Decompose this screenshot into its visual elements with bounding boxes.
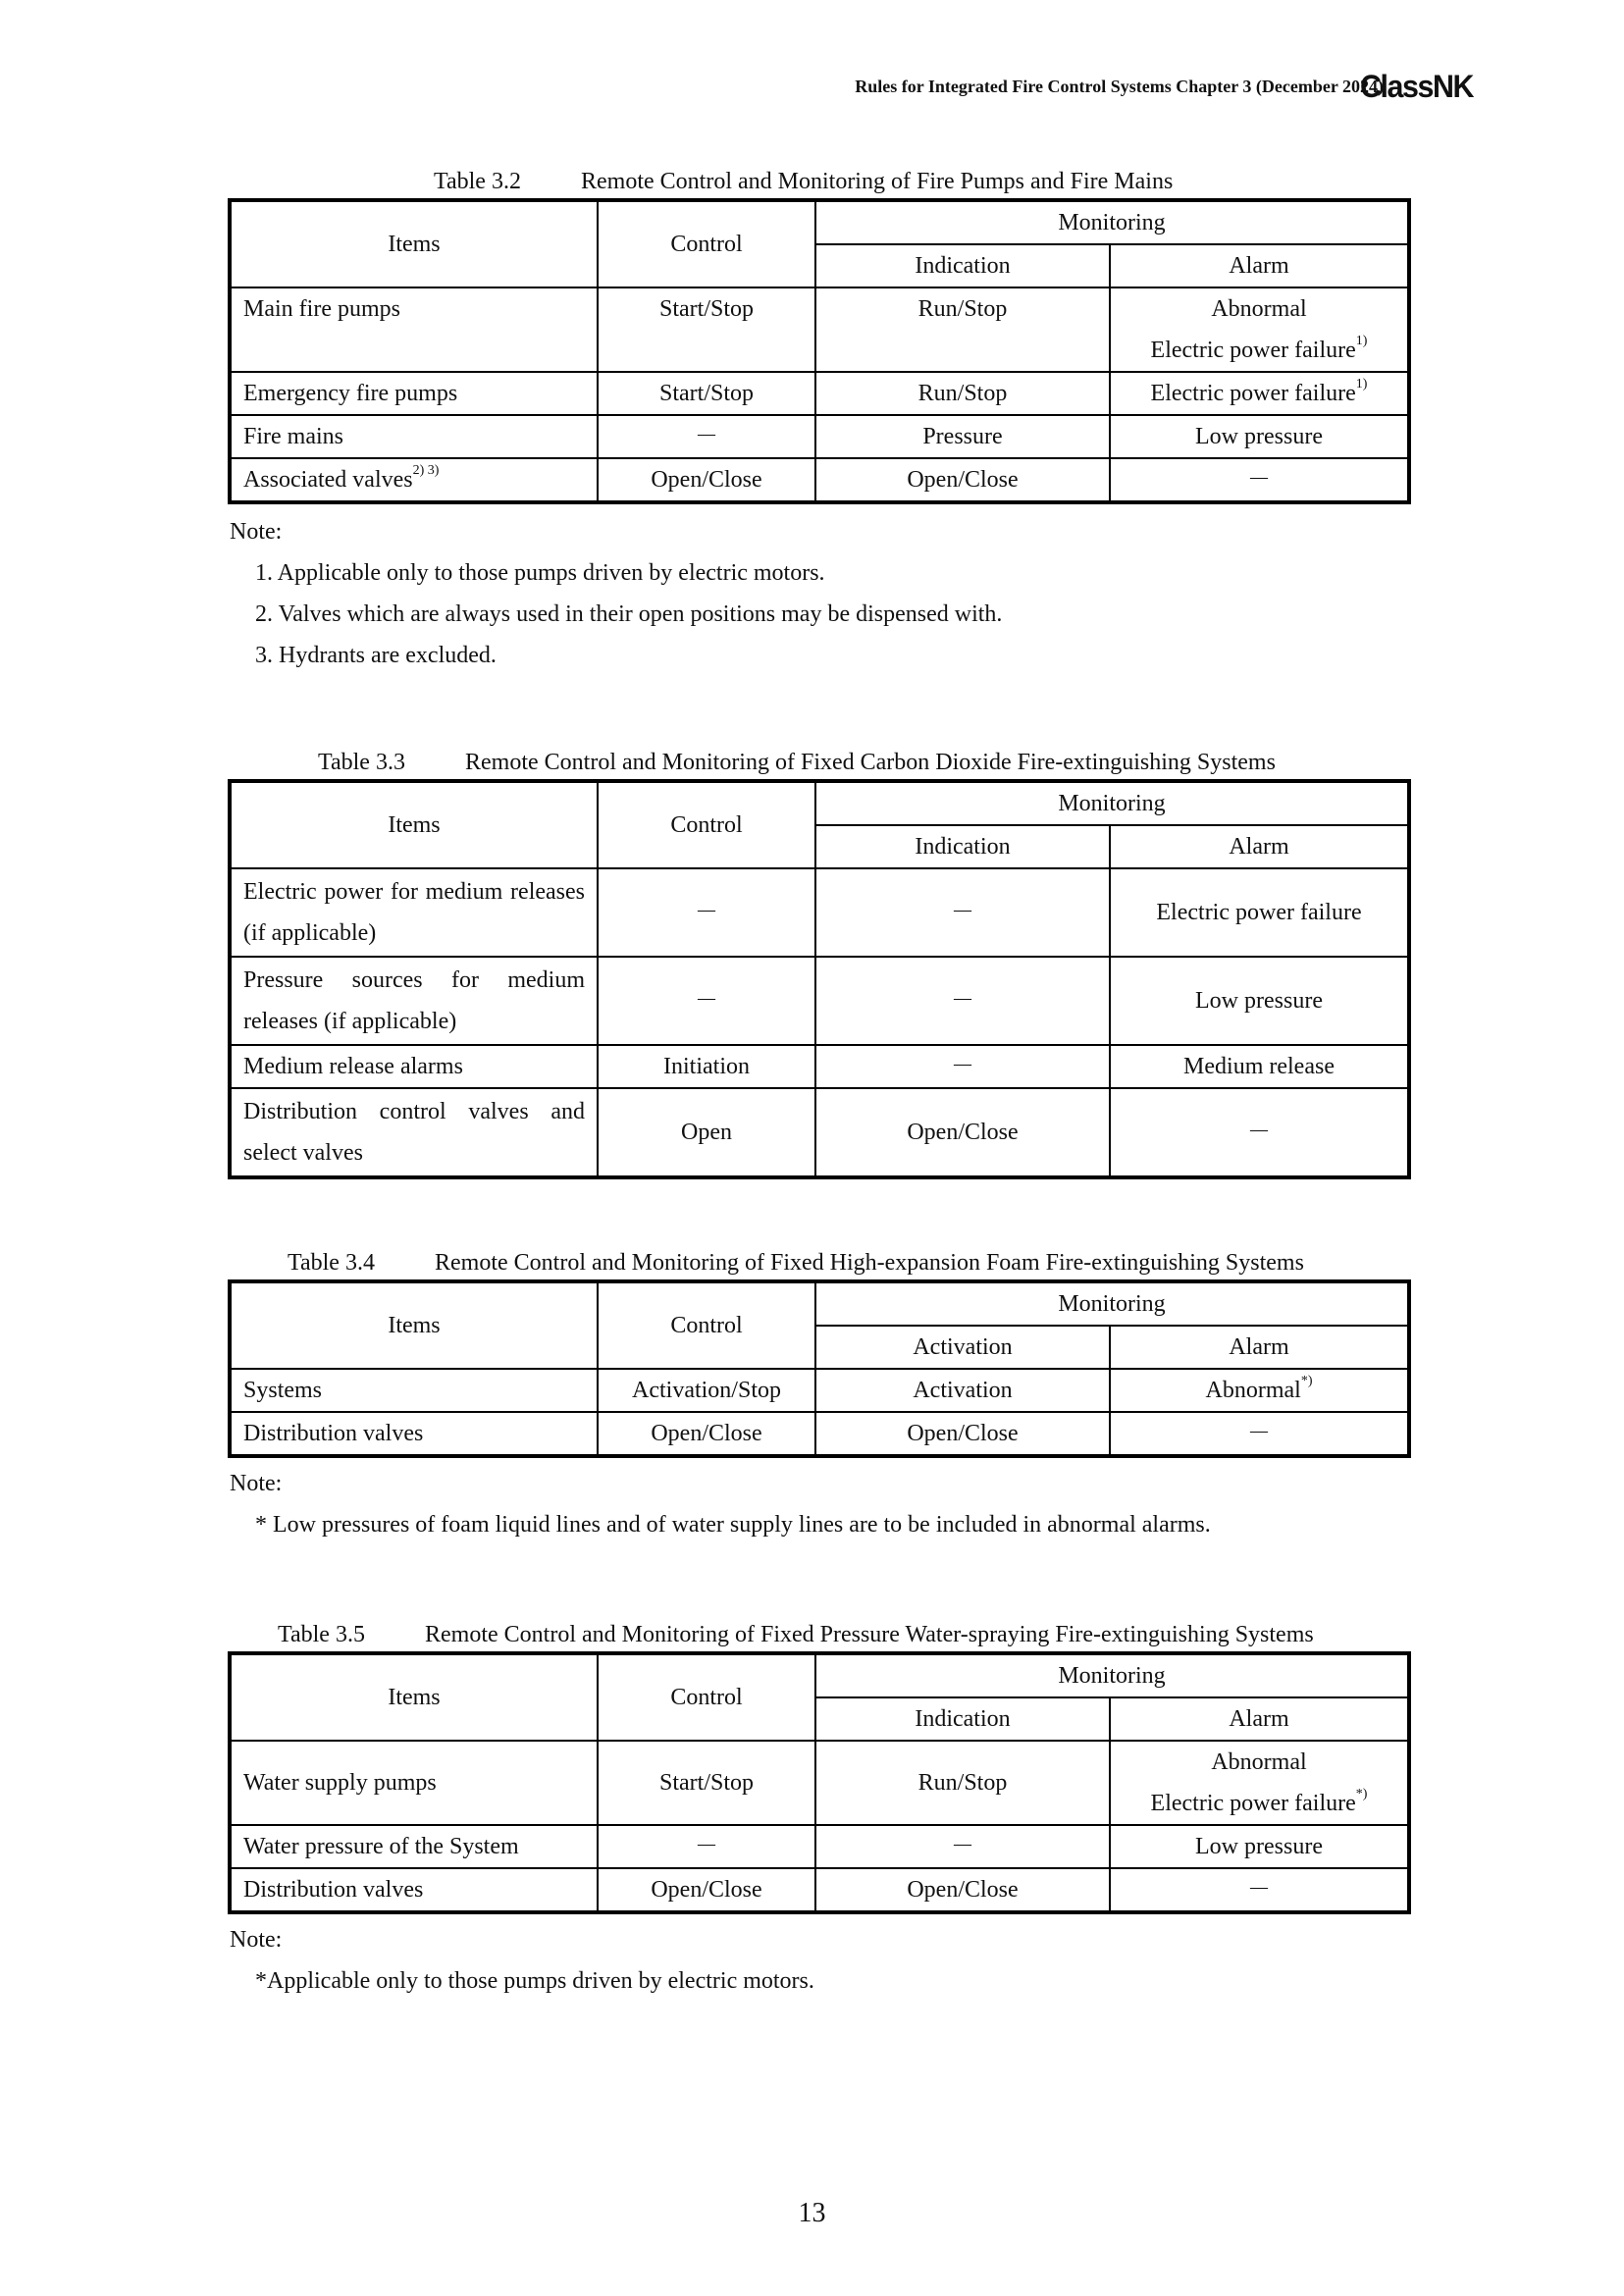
footnote-ref: 1) — [1355, 334, 1368, 348]
alarm-text: Electric power failure — [1150, 338, 1356, 363]
note-item: * Low pressures of foam liquid lines and of water supply lines are to be included in abnormal alarms. — [255, 1512, 1211, 1538]
table-3-5 — [228, 1651, 1411, 1914]
table-row — [230, 1369, 1409, 1412]
cell-indication: Run/Stop — [815, 1741, 1110, 1825]
running-header: Rules for Integrated Fire Control Systems Chapter 3 (December 2024) — [855, 77, 1384, 96]
header-monitoring: Monitoring — [815, 1281, 1409, 1326]
table-row — [230, 1088, 1409, 1177]
table-title: Remote Control and Monitoring of Fixed Carbon Dioxide Fire-extinguishing Systems — [465, 750, 1276, 775]
cell-control: － — [598, 1825, 815, 1868]
header-alarm: Alarm — [1110, 244, 1409, 287]
note-label: Note: — [230, 1927, 283, 1953]
cell-item: Systems — [230, 1369, 598, 1412]
cell-item: Water supply pumps — [230, 1741, 598, 1825]
header-items: Items — [230, 1653, 598, 1741]
cell-alarm: Low pressure — [1110, 1825, 1409, 1868]
header-monitoring: Monitoring — [815, 200, 1409, 244]
header-alarm: Alarm — [1110, 825, 1409, 868]
cell-indication: Open/Close — [815, 1868, 1110, 1912]
cell-control: Open/Close — [598, 1868, 815, 1912]
header-alarm: Alarm — [1110, 1326, 1409, 1369]
alarm-text: Abnormal — [1205, 1378, 1301, 1403]
table-row — [230, 868, 1409, 957]
cell-indication: Run/Stop — [815, 287, 1110, 372]
cell-control: － — [598, 957, 815, 1045]
header-indication: Indication — [815, 825, 1110, 868]
table-3-3 — [228, 779, 1411, 1179]
table-3-5-notes — [230, 1919, 814, 2002]
cell-indication: Open/Close — [815, 1412, 1110, 1456]
cell-control: Start/Stop — [598, 1741, 815, 1825]
cell-control: Open/Close — [598, 458, 815, 502]
header-control: Control — [598, 200, 815, 287]
cell-indication: － — [815, 868, 1110, 957]
cell-alarm — [1110, 287, 1409, 372]
cell-indication: Run/Stop — [815, 372, 1110, 415]
table-title: Remote Control and Monitoring of Fixed Pressure Water-spraying Fire-extinguishing Systems — [425, 1622, 1314, 1647]
cell-control: Start/Stop — [598, 287, 815, 372]
note-item: 2. Valves which are always used in their open positions may be dispensed with. — [255, 601, 1003, 627]
cell-alarm — [1110, 1741, 1409, 1825]
alarm-line: Abnormal — [1211, 296, 1307, 322]
cell-item: Emergency fire pumps — [230, 372, 598, 415]
cell-item: Electric power for medium releases (if applicable) — [230, 868, 598, 957]
cell-alarm: Low pressure — [1110, 957, 1409, 1045]
classnk-logo: ClassNK — [1360, 69, 1474, 104]
header-control: Control — [598, 1281, 815, 1369]
cell-item: Distribution valves — [230, 1868, 598, 1912]
header-monitoring: Monitoring — [815, 781, 1409, 825]
cell-control: － — [598, 415, 815, 458]
item-text: Associated valves — [243, 467, 413, 493]
cell-item: Pressure sources for medium releases (if applicable) — [230, 957, 598, 1045]
cell-control: Open — [598, 1088, 815, 1177]
alarm-line — [1111, 1783, 1407, 1824]
note-item: 3. Hydrants are excluded. — [255, 643, 497, 668]
header-indication: Indication — [815, 1697, 1110, 1741]
cell-alarm — [1110, 372, 1409, 415]
footnote-ref: *) — [1355, 1787, 1368, 1801]
table-number: Table 3.5 — [278, 1622, 365, 1647]
cell-alarm: － — [1110, 458, 1409, 502]
header-alarm: Alarm — [1110, 1697, 1409, 1741]
cell-indication: Open/Close — [815, 1088, 1110, 1177]
cell-item: Water pressure of the System — [230, 1825, 598, 1868]
footnote-ref: 1) — [1355, 377, 1368, 391]
table-row — [230, 458, 1409, 502]
cell-item: Distribution control valves and select valves — [230, 1088, 598, 1177]
footnote-ref: 2) 3) — [412, 463, 440, 478]
cell-item: Fire mains — [230, 415, 598, 458]
table-row — [230, 415, 1409, 458]
cell-control: － — [598, 868, 815, 957]
cell-indication: － — [815, 1045, 1110, 1088]
cell-alarm: Low pressure — [1110, 415, 1409, 458]
table-number: Table 3.2 — [434, 169, 521, 194]
cell-indication: － — [815, 957, 1110, 1045]
note-label: Note: — [230, 519, 283, 545]
alarm-text: Electric power failure — [1150, 1791, 1356, 1816]
cell-item: Distribution valves — [230, 1412, 598, 1456]
cell-item: Main fire pumps — [230, 287, 598, 372]
cell-indication: Activation — [815, 1369, 1110, 1412]
cell-control: Initiation — [598, 1045, 815, 1088]
header-items: Items — [230, 1281, 598, 1369]
cell-alarm — [1110, 1369, 1409, 1412]
cell-control: Activation/Stop — [598, 1369, 815, 1412]
alarm-line — [1111, 330, 1407, 371]
cell-alarm: Electric power failure — [1110, 868, 1409, 957]
alarm-text: Electric power failure — [1150, 381, 1356, 406]
table-3-4 — [228, 1279, 1411, 1458]
header-items: Items — [230, 200, 598, 287]
table-row — [230, 1868, 1409, 1912]
cell-indication: Pressure — [815, 415, 1110, 458]
cell-control: Start/Stop — [598, 372, 815, 415]
header-indication: Indication — [815, 244, 1110, 287]
header-items: Items — [230, 781, 598, 868]
cell-alarm: － — [1110, 1868, 1409, 1912]
table-3-4-notes — [230, 1463, 1211, 1545]
table-row — [230, 1741, 1409, 1825]
cell-alarm: － — [1110, 1088, 1409, 1177]
note-label: Note: — [230, 1471, 283, 1496]
cell-indication: － — [815, 1825, 1110, 1868]
cell-item: Medium release alarms — [230, 1045, 598, 1088]
alarm-line: Abnormal — [1211, 1749, 1307, 1775]
table-3-2-notes — [230, 511, 1002, 676]
footnote-ref: *) — [1300, 1374, 1313, 1388]
page-number: 13 — [798, 2198, 826, 2228]
cell-indication: Open/Close — [815, 458, 1110, 502]
note-item: 1. Applicable only to those pumps driven by electric motors. — [255, 560, 825, 586]
table-row — [230, 1045, 1409, 1088]
header-monitoring: Monitoring — [815, 1653, 1409, 1697]
cell-alarm: － — [1110, 1412, 1409, 1456]
table-number: Table 3.4 — [288, 1250, 375, 1276]
cell-alarm: Medium release — [1110, 1045, 1409, 1088]
table-number: Table 3.3 — [318, 750, 405, 775]
note-item: *Applicable only to those pumps driven by electric motors. — [255, 1968, 814, 1994]
table-3-2 — [228, 198, 1411, 504]
header-control: Control — [598, 1653, 815, 1741]
table-row — [230, 957, 1409, 1045]
header-control: Control — [598, 781, 815, 868]
cell-item — [230, 458, 598, 502]
table-row — [230, 1412, 1409, 1456]
header-activation: Activation — [815, 1326, 1110, 1369]
table-row — [230, 287, 1409, 372]
table-row — [230, 1825, 1409, 1868]
table-title: Remote Control and Monitoring of Fire Pumps and Fire Mains — [581, 169, 1174, 194]
cell-control: Open/Close — [598, 1412, 815, 1456]
table-title: Remote Control and Monitoring of Fixed High-expansion Foam Fire-extinguishing Systems — [435, 1250, 1304, 1276]
table-row — [230, 372, 1409, 415]
